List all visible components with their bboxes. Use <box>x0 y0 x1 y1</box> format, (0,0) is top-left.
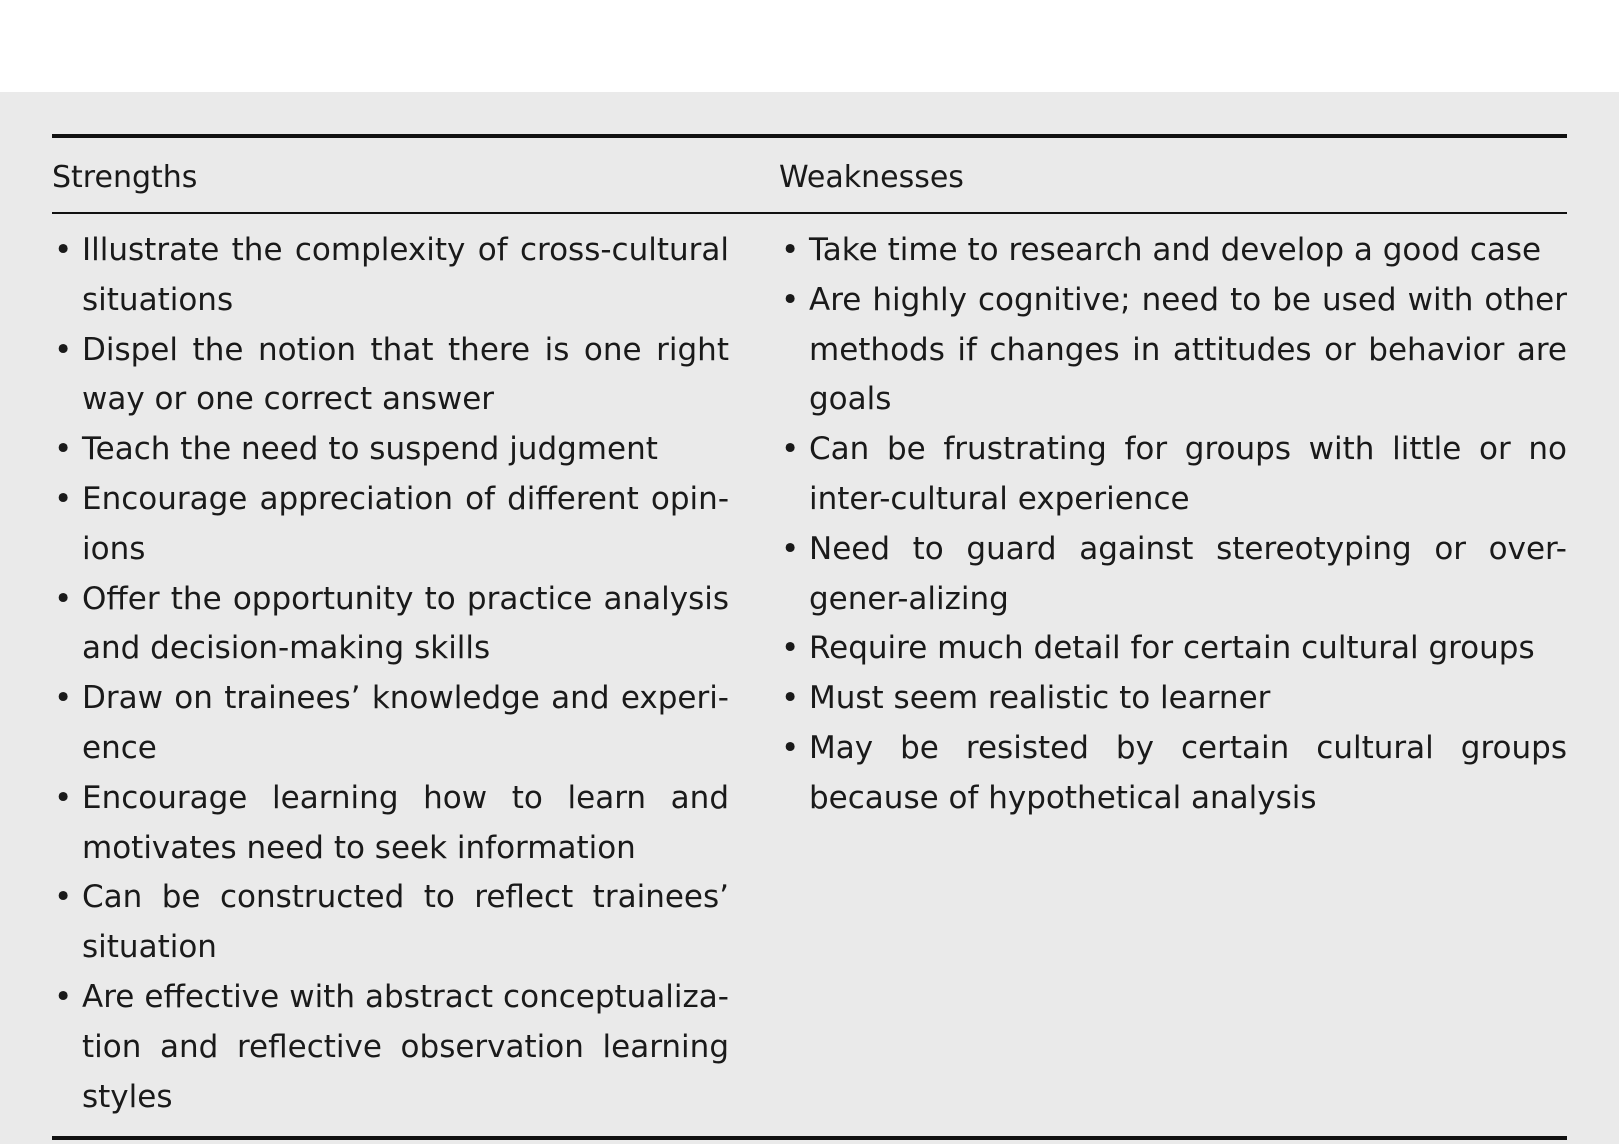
bullet-icon: • <box>54 431 73 468</box>
weaknesses-item <box>779 724 1567 824</box>
strengths-item <box>52 873 729 973</box>
bullet-icon: • <box>781 281 800 318</box>
bullet-icon: • <box>781 431 800 468</box>
bullet-icon: • <box>54 480 73 517</box>
strengths-item-text: Teach the need to suspend judgment <box>82 431 658 468</box>
bullet-icon: • <box>54 680 73 717</box>
strengths-item <box>52 774 729 874</box>
bullet-icon: • <box>781 630 800 667</box>
bullet-icon: • <box>781 232 800 268</box>
strengths-item-text: Illustrate the complexity of cross-cultural situations <box>82 232 729 318</box>
weaknesses-list <box>779 226 1567 824</box>
bullet-icon: • <box>781 680 800 717</box>
strengths-item <box>52 326 729 426</box>
strengths-list <box>52 226 729 1122</box>
weaknesses-item-text: Must seem realistic to learner <box>809 680 1271 717</box>
weaknesses-item <box>779 525 1567 625</box>
bullet-icon: • <box>54 879 73 916</box>
strengths-item <box>52 475 729 575</box>
weaknesses-item-text: Take time to research and develop a good case <box>809 232 1542 268</box>
bullet-icon: • <box>781 729 800 766</box>
header-strengths: Strengths <box>52 160 198 195</box>
strengths-item <box>52 973 729 1122</box>
table-bottom-rule <box>52 1136 1567 1140</box>
strengths-item-text: Encourage appreciation of different opin-ions <box>82 480 729 567</box>
strengths-item-text: Are effective with abstract conceptualiza-tion and reflective observation learning styles <box>82 978 729 1115</box>
weaknesses-item-text: May be resisted by certain cultural groups because of hypothetical analysis <box>809 729 1567 816</box>
strengths-item-text: Encourage learning how to learn and motivates need to seek information <box>82 779 729 866</box>
strengths-item <box>52 226 729 326</box>
weaknesses-item-text: Require much detail for certain cultural groups <box>809 630 1535 667</box>
bullet-icon: • <box>54 232 73 268</box>
weaknesses-item <box>779 624 1567 674</box>
strengths-item-text: Can be constructed to reflect trainees’ situation <box>82 879 729 966</box>
bullet-icon: • <box>781 530 800 567</box>
strengths-item-text: Dispel the notion that there is one right way or one correct answer <box>82 331 729 418</box>
bullet-icon: • <box>54 978 73 1015</box>
weaknesses-item <box>779 276 1567 425</box>
strengths-item <box>52 674 729 774</box>
strengths-item <box>52 575 729 675</box>
bullet-icon: • <box>54 779 73 816</box>
weaknesses-item-text: Can be frustrating for groups with little or no inter-cultural experience <box>809 431 1567 517</box>
strengths-item-text: Offer the opportunity to practice analysis and decision-making skills <box>82 580 729 667</box>
weaknesses-item <box>779 674 1567 724</box>
weaknesses-item <box>779 425 1567 525</box>
strengths-item-text: Draw on trainees’ knowledge and experi-ence <box>82 680 729 766</box>
header-weaknesses: Weaknesses <box>779 160 964 195</box>
bullet-icon: • <box>54 331 73 368</box>
table-header-rule <box>52 212 1567 214</box>
weaknesses-item-text: Need to guard against stereotyping or over-gener-alizing <box>809 530 1567 617</box>
bullet-icon: • <box>54 580 73 617</box>
weaknesses-item-text: Are highly cognitive; need to be used with other methods if changes in attitudes or behavior are goals <box>809 281 1567 418</box>
strengths-item <box>52 425 729 475</box>
table-top-rule <box>52 134 1567 138</box>
weaknesses-item <box>779 226 1567 276</box>
